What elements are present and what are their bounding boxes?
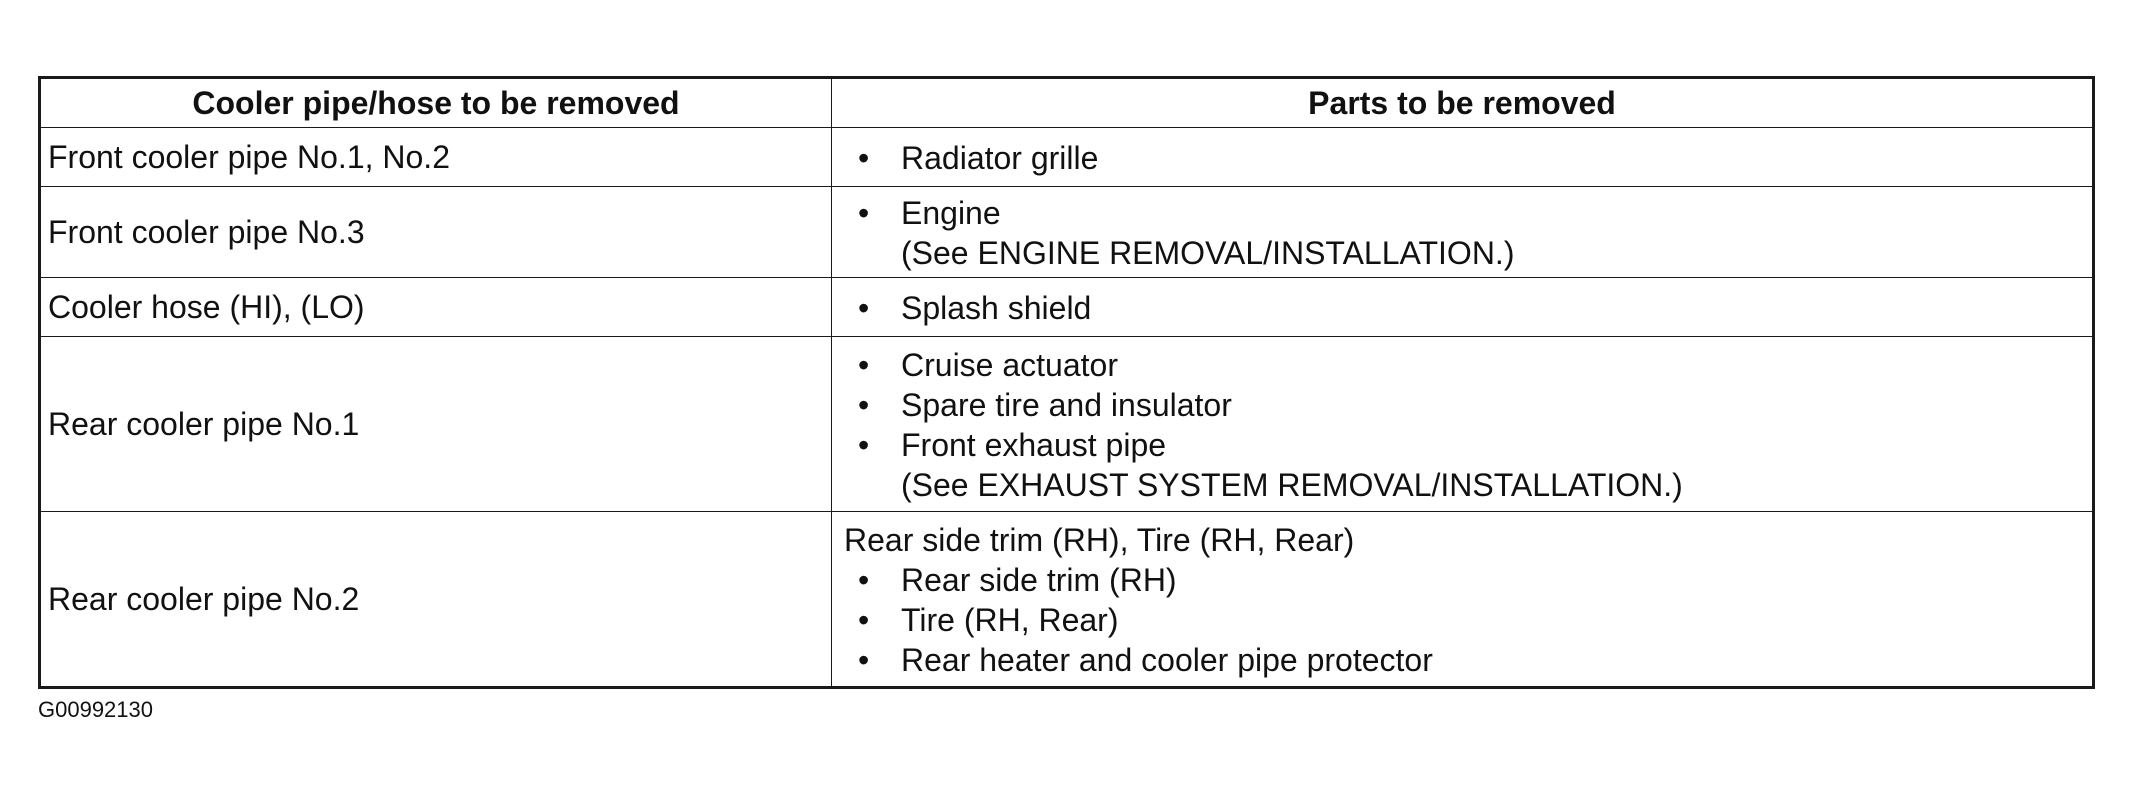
figure-id: G00992130: [38, 697, 153, 722]
cooler-pipe-removal-table: [38, 76, 2095, 689]
part-label: Rear heater and cooler pipe protector: [901, 642, 1433, 678]
list-item: [844, 640, 2086, 680]
part-label: Radiator grille: [901, 140, 1099, 176]
parts-cell: [832, 128, 2094, 187]
parts-cell: [832, 337, 2094, 512]
bullet-icon: •: [858, 140, 870, 176]
bullet-icon: •: [858, 347, 870, 383]
parts-list: [844, 288, 2086, 328]
reference-note: (See ENGINE REMOVAL/INSTALLATION.): [901, 235, 1515, 271]
list-item: [844, 193, 2086, 233]
parts-list: [844, 138, 2086, 178]
table-header-row: [40, 78, 2094, 128]
parts-cell: [832, 512, 2094, 688]
part-label: Rear side trim (RH): [901, 562, 1177, 598]
list-item: [844, 560, 2086, 600]
parts-list: [844, 560, 2086, 680]
list-item: [844, 385, 2086, 425]
part-label: Cruise actuator: [901, 347, 1118, 383]
header-cooler-pipe: Cooler pipe/hose to be removed: [40, 78, 832, 128]
reference-note: (See EXHAUST SYSTEM REMOVAL/INSTALLATION.): [901, 467, 1683, 503]
part-label: Splash shield: [901, 290, 1092, 326]
table-row: [40, 187, 2094, 278]
part-label: Spare tire and insulator: [901, 387, 1232, 423]
table-row: [40, 512, 2094, 688]
bullet-icon: •: [858, 602, 870, 638]
table-row: [40, 128, 2094, 187]
parts-cell: [832, 187, 2094, 278]
bullet-icon: •: [858, 427, 870, 463]
bullet-icon: •: [858, 642, 870, 678]
part-label: Tire (RH, Rear): [901, 602, 1119, 638]
pipe-cell: Rear cooler pipe No.1: [40, 337, 832, 512]
pipe-cell: Front cooler pipe No.3: [40, 187, 832, 278]
pipe-cell: Front cooler pipe No.1, No.2: [40, 128, 832, 187]
table-row: [40, 337, 2094, 512]
list-item: [844, 600, 2086, 640]
bullet-icon: •: [858, 195, 870, 231]
parts-list: [844, 345, 2086, 465]
part-label: Engine: [901, 195, 1001, 231]
list-item: [844, 425, 2086, 465]
bullet-icon: •: [858, 562, 870, 598]
bullet-icon: •: [858, 387, 870, 423]
list-item: [844, 138, 2086, 178]
parts-intro-text: Rear side trim (RH), Tire (RH, Rear): [844, 522, 1355, 558]
pipe-cell: Rear cooler pipe No.2: [40, 512, 832, 688]
list-item: [844, 288, 2086, 328]
parts-list: [844, 193, 2086, 233]
table-row: [40, 278, 2094, 337]
part-label: Front exhaust pipe: [901, 427, 1167, 463]
pipe-cell: Cooler hose (HI), (LO): [40, 278, 832, 337]
list-item: [844, 345, 2086, 385]
parts-table-container: [38, 76, 2092, 689]
bullet-icon: •: [858, 290, 870, 326]
header-parts-to-remove: Parts to be removed: [832, 78, 2094, 128]
parts-cell: [832, 278, 2094, 337]
